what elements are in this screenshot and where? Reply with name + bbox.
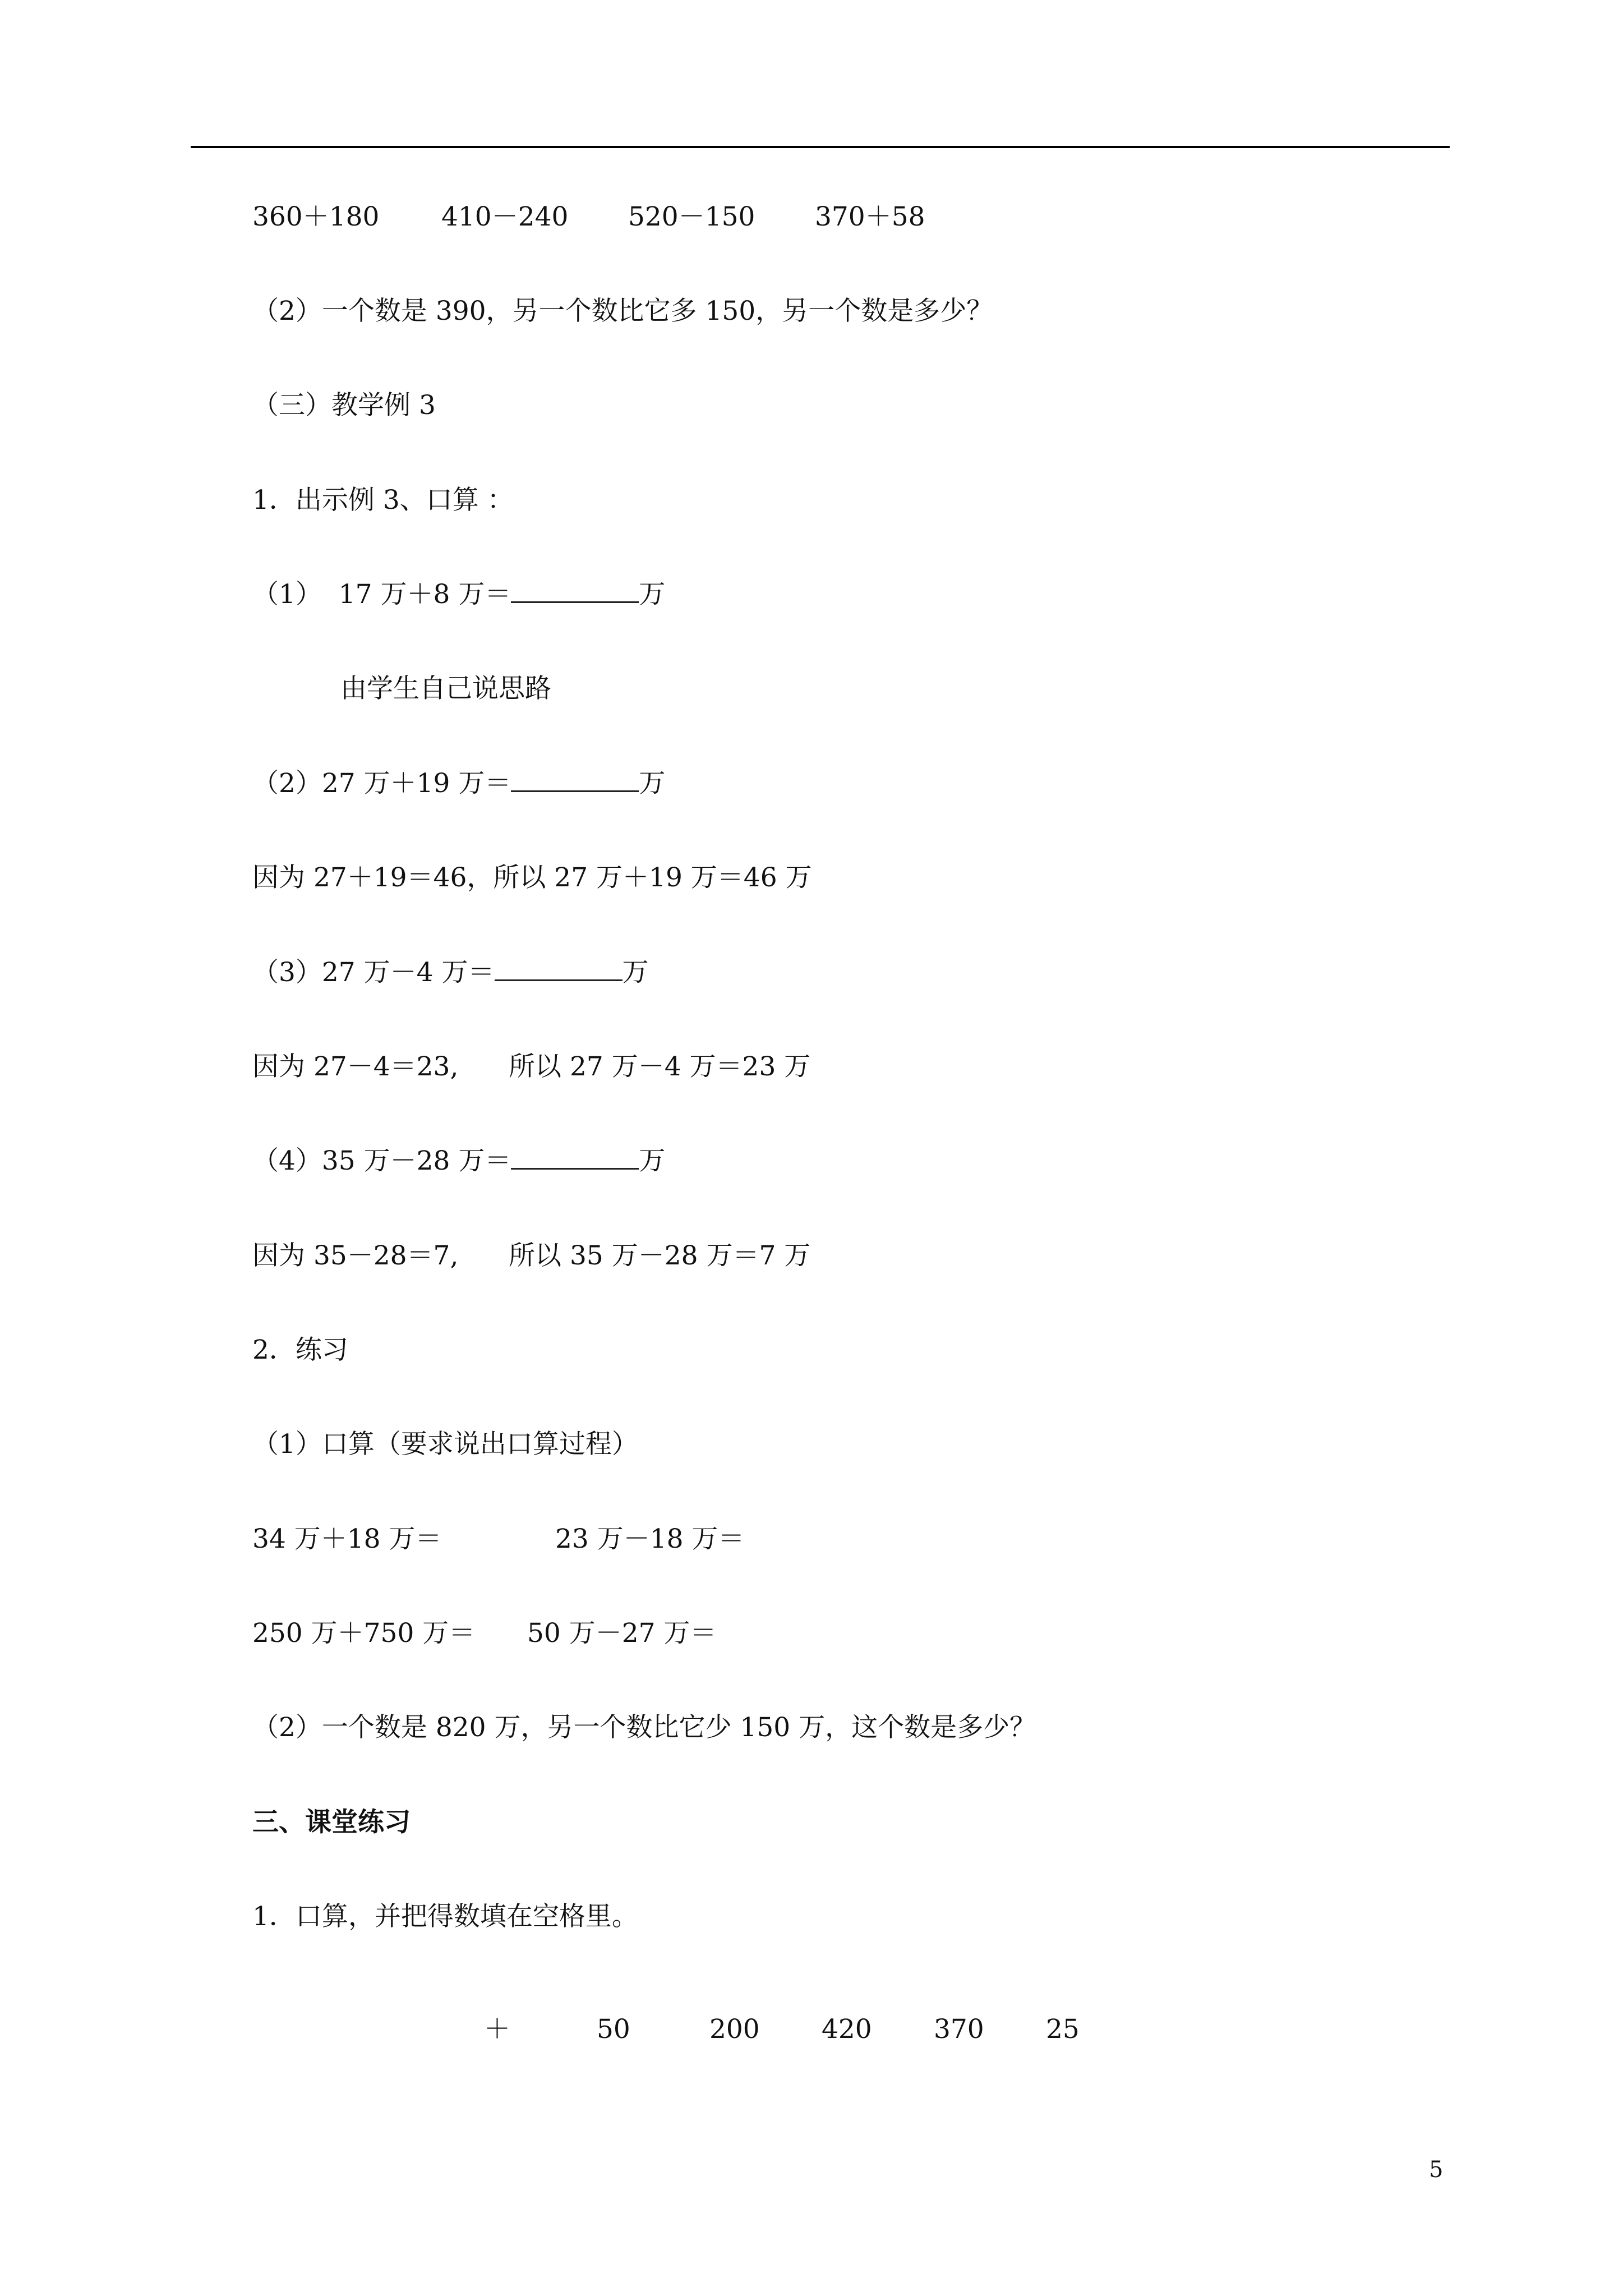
- student-idea: 由学生自己说思路: [340, 673, 551, 704]
- header-rule: [191, 146, 1450, 148]
- expression-410-minus-240: 410－240: [441, 201, 569, 232]
- item-1-suffix: 万: [639, 579, 666, 610]
- section-example-3: （三）教学例 3: [252, 390, 436, 421]
- calc-23-minus-18: 23 万－18 万＝: [555, 1524, 745, 1554]
- item-3-prefix: （3）27 万－4 万＝: [252, 957, 495, 988]
- table-header-cell: 420: [822, 2014, 872, 2045]
- expression-520-minus-150: 520－150: [628, 201, 755, 232]
- item-4-suffix: 万: [639, 1145, 666, 1176]
- answer-blank: [511, 767, 639, 792]
- item-1-prefix: （1） 17 万＋8 万＝: [252, 579, 511, 610]
- item-2-prefix: （2）27 万＋19 万＝: [252, 768, 511, 799]
- show-example-3: 1．出示例 3、口算 ：: [252, 485, 514, 516]
- answer-blank: [511, 1144, 639, 1170]
- practice-2: （2）一个数是 820 万，另一个数比它少 150 万，这个数是多少？: [252, 1712, 1036, 1743]
- item-3: [252, 956, 649, 990]
- table-header-cell: 200: [709, 2014, 760, 2045]
- class-practice-title: 三、课堂练习: [252, 1807, 411, 1838]
- calc-34-plus-18: 34 万＋18 万＝: [252, 1524, 442, 1554]
- because-line-1: 因为 27＋19＝46，所以 27 万＋19 万＝46 万: [252, 862, 812, 893]
- because-line-2: 因为 27－4＝23, 所以 27 万－4 万＝23 万: [252, 1051, 811, 1082]
- item-2: [252, 767, 665, 800]
- table-header-plus: ＋: [484, 2014, 510, 2045]
- answer-blank: [511, 578, 639, 603]
- page-number: 5: [1429, 2157, 1444, 2183]
- calc-50-minus-27: 50 万－27 万＝: [527, 1618, 717, 1649]
- calc-250-plus-750: 250 万＋750 万＝: [252, 1618, 476, 1649]
- table-header-cell: 25: [1046, 2014, 1080, 2045]
- question-2-prev: （2）一个数是 390，另一个数比它多 150，另一个数是多少？: [252, 296, 993, 326]
- item-4: [252, 1144, 665, 1178]
- item-1: [252, 578, 665, 611]
- item-3-suffix: 万: [622, 957, 649, 988]
- table-header-cell: 370: [934, 2014, 984, 2045]
- table-header-cell: 50: [597, 2014, 630, 2045]
- item-4-prefix: （4）35 万－28 万＝: [252, 1145, 511, 1176]
- practice-title: 2．练习: [252, 1335, 348, 1365]
- practice-1: （1）口算（要求说出口算过程）: [252, 1429, 638, 1460]
- item-2-suffix: 万: [639, 768, 666, 799]
- class-practice-1: 1．口算，并把得数填在空格里。: [252, 1901, 638, 1932]
- answer-blank: [495, 956, 623, 981]
- expression-370-plus-58: 370＋58: [815, 201, 925, 232]
- expression-360-plus-180: 360＋180: [252, 201, 380, 232]
- because-line-3: 因为 35－28＝7, 所以 35 万－28 万＝7 万: [252, 1240, 811, 1271]
